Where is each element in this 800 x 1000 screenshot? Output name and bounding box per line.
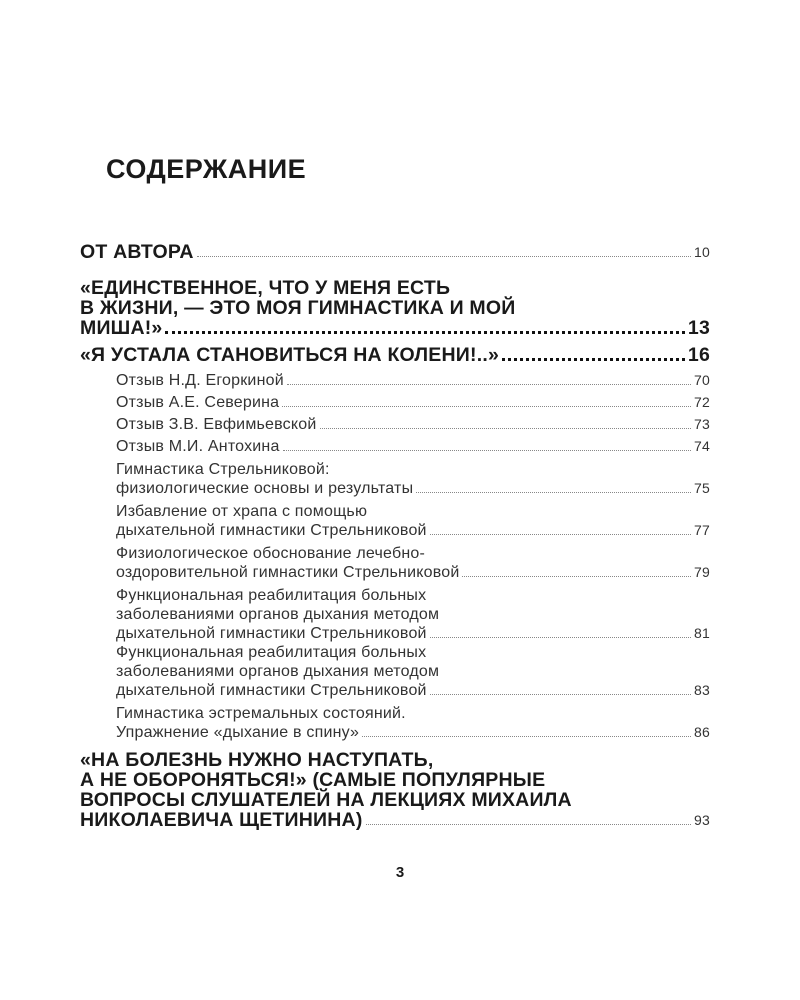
toc-entry-from-author[interactable]: [80, 242, 710, 262]
toc-subentry-egorkina[interactable]: [116, 371, 710, 390]
toc-page-number: 72: [694, 394, 710, 410]
leader-dots: [430, 533, 691, 535]
toc-page-number: 13: [687, 317, 710, 339]
toc-page-number: 73: [694, 416, 710, 432]
toc-entry-title: Отзыв М.И. Антохина: [116, 438, 280, 455]
leader-dots: [362, 735, 691, 737]
toc-subentry-extreme-states[interactable]: [116, 704, 710, 742]
leader-dots: [197, 255, 691, 257]
toc-subentry-snoring[interactable]: [116, 502, 710, 540]
page-title: СОДЕРЖАНИЕ: [106, 154, 307, 184]
leader-dots: [320, 427, 692, 429]
toc-subentry-severin[interactable]: [116, 393, 710, 412]
toc-entry-title-line: МИША!»: [80, 317, 163, 339]
leader-dots: [366, 823, 692, 825]
toc-entry-title-line: Функциональная реабилитация больных: [116, 587, 427, 604]
toc-page-number: 86: [694, 724, 710, 740]
toc-page-number: 83: [694, 682, 710, 698]
toc-entry-title: «Я УСТАЛА СТАНОВИТЬСЯ НА КОЛЕНИ!..»: [80, 344, 499, 366]
toc-entry-title-line: Функциональная реабилитация больных: [116, 644, 427, 661]
leader-dots: [416, 491, 691, 493]
toc-subentry-rehabilitation-2[interactable]: [116, 643, 710, 700]
page-number: 3: [395, 864, 405, 881]
toc-page-number: 70: [694, 372, 710, 388]
toc-entry-title-line: заболеваниями органов дыхания методом: [116, 606, 440, 623]
toc-page-number: 81: [694, 625, 710, 641]
toc-entry-only-thing[interactable]: [80, 278, 710, 338]
toc-entry-title-line: НИКОЛАЕВИЧА ЩЕТИНИНА): [80, 809, 363, 831]
toc-subentry-antokhin[interactable]: [116, 437, 710, 456]
toc-entry-step-on-illness[interactable]: [80, 750, 710, 830]
toc-entry-title-line: «НА БОЛЕЗНЬ НУЖНО НАСТУПАТЬ,: [80, 749, 434, 771]
toc-page-number: 77: [694, 522, 710, 538]
toc-entry-title-line: В ЖИЗНИ, — ЭТО МОЯ ГИМНАСТИКА И МОЙ: [80, 297, 516, 319]
toc-subentry-rehabilitation-1[interactable]: [116, 586, 710, 643]
toc-page-number: 10: [694, 244, 710, 260]
toc-entry-title-line: Физиологическое обоснование лечебно-: [116, 545, 425, 562]
leader-dots: [430, 693, 691, 695]
toc-entry-title-line: дыхательной гимнастики Стрельниковой: [116, 682, 427, 699]
toc-entry-title-line: Гимнастика эстремальных состояний.: [116, 705, 406, 722]
toc-subentry-physiological-basics[interactable]: [116, 460, 710, 498]
toc-entry-title-line: дыхательной гимнастики Стрельниковой: [116, 625, 427, 642]
leader-dots: [282, 405, 691, 407]
leader-dots: [283, 449, 691, 451]
toc-entry-tired-kneeling[interactable]: [80, 345, 710, 365]
toc-entry-title-line: Упражнение «дыхание в спину»: [116, 724, 360, 741]
leader-dots: [287, 383, 691, 385]
leader-dots: [462, 575, 691, 577]
toc-entry-title-line: ВОПРОСЫ СЛУШАТЕЛЕЙ НА ЛЕКЦИЯХ МИХАИЛА: [80, 789, 572, 811]
toc-subentry-physiological-rationale[interactable]: [116, 544, 710, 582]
leader-dots: [502, 357, 685, 361]
toc-entry-title: Отзыв А.Е. Северина: [116, 394, 280, 411]
toc-page-number: 93: [694, 812, 710, 828]
toc-entry-title-line: оздоровительной гимнастики Стрельниковой: [116, 564, 460, 581]
toc-entry-title: ОТ АВТОРА: [80, 241, 194, 263]
toc-entry-title-line: «ЕДИНСТВЕННОЕ, ЧТО У МЕНЯ ЕСТЬ: [80, 277, 451, 299]
toc-entry-title-line: заболеваниями органов дыхания методом: [116, 663, 440, 680]
toc-entry-title: Отзыв Н.Д. Егоркиной: [116, 372, 284, 389]
toc-page-number: 79: [694, 564, 710, 580]
toc-entry-title: Отзыв З.В. Евфимьевской: [116, 416, 317, 433]
toc-entry-title-line: дыхательной гимнастики Стрельниковой: [116, 522, 427, 539]
toc-entry-title-line: Избавление от храпа с помощью: [116, 503, 368, 520]
leader-dots: [430, 636, 691, 638]
toc-page-number: 75: [694, 480, 710, 496]
toc-entry-title-line: А НЕ ОБОРОНЯТЬСЯ!» (САМЫЕ ПОПУЛЯРНЫЕ: [80, 769, 546, 791]
toc-page-number: 74: [694, 438, 710, 454]
leader-dots: [165, 330, 684, 334]
toc-page-number: 16: [687, 344, 710, 366]
toc-entry-title-line: физиологические основы и результаты: [116, 480, 414, 497]
toc-subentry-evfimievskaya[interactable]: [116, 415, 710, 434]
toc-entry-title-line: Гимнастика Стрельниковой:: [116, 461, 330, 478]
